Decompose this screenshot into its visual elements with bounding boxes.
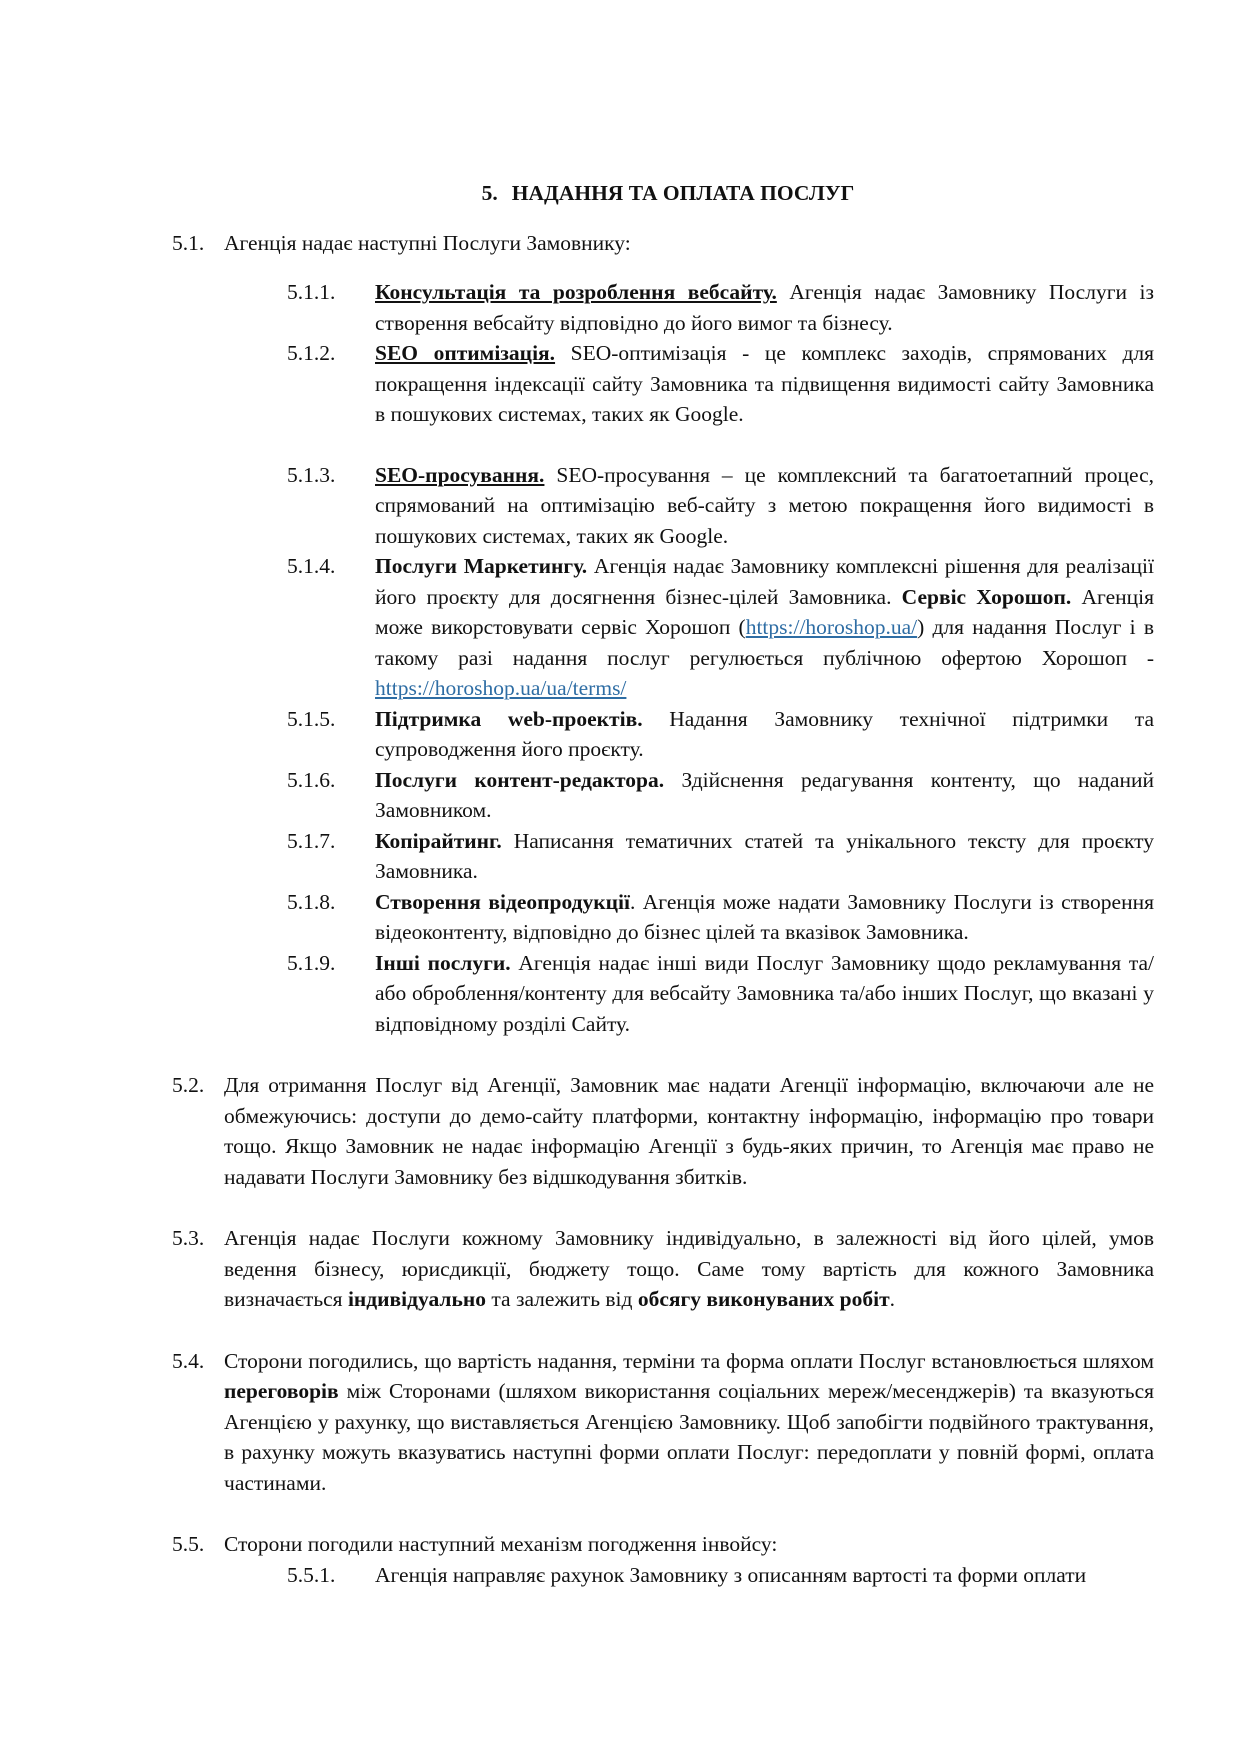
service-text: Надання Замовнику технічної підтримки та супроводження його проєкту.	[375, 706, 1154, 761]
subclause-body	[375, 551, 1154, 704]
subclause-number: 5.1.5.	[287, 706, 336, 731]
service-title: SEO оптимізація.	[375, 341, 556, 365]
subclause-number: 5.1.4.	[287, 554, 336, 578]
service-title: Копірайтинг.	[375, 828, 502, 853]
horoshop-link[interactable]: https://horoshop.ua/	[745, 615, 918, 639]
clause-5-5	[172, 1529, 1154, 1560]
clause-text: Агенція надає наступні Послуги Замовнику:	[224, 230, 631, 255]
subclause-5-1-2	[287, 338, 1154, 430]
service-title-horoshop: Сервіс Хорошоп.	[901, 584, 1072, 609]
clause-5-1	[172, 228, 1154, 259]
subclause-5-1-4	[287, 551, 1154, 704]
subclause-body	[375, 277, 1154, 338]
subclause-body	[375, 765, 1154, 826]
clause-5-2	[172, 1070, 1154, 1192]
clause-number: 5.1.	[172, 230, 205, 255]
clause-5-3	[172, 1223, 1154, 1315]
subclause-body	[375, 338, 1154, 430]
subclause-5-1-9	[287, 948, 1154, 1040]
service-title: Послуги контент-редактора.	[375, 767, 665, 792]
clause-text: Сторони погодили наступний механізм погодження інвойсу:	[224, 1532, 778, 1556]
service-text: SEO-просування – це комплексний та багатоетапний процес, спрямований на оптимізацію веб-сайту з метою покращення його видимості в пошукових системах, таких як Google.	[375, 462, 1154, 548]
horoshop-terms-link[interactable]: https://horoshop.ua/ua/terms/	[375, 676, 627, 700]
subclause-5-1-8	[287, 887, 1154, 948]
subclause-number: 5.5.1.	[287, 1562, 336, 1587]
subclause-body	[375, 826, 1154, 887]
subclause-5-1-1	[287, 277, 1154, 338]
service-text: Написання тематичних статей та унікального тексту для проєкту Замовника.	[375, 828, 1154, 883]
service-text: . Агенція може надати Замовнику Послуги із створення відеоконтенту, відповідно до бізнес цілей та вказівок Замовника.	[375, 889, 1154, 944]
clause-text: Для отримання Послуг від Агенції, Замовник має надати Агенції інформацію, включаючи але не обмежуючись: доступи до демо-сайту платформи, контактну інформацію, інформацію про товари тощо. Якщо Замовник не надає інформацію Агенції з будь-яких причин, то Агенція має право не надавати Послуги Замовнику без відшкодування збитків.	[224, 1073, 1154, 1189]
subclause-number: 5.1.9.	[287, 950, 336, 975]
section-heading	[172, 178, 1154, 209]
clause-text: .	[889, 1287, 896, 1311]
subclause-number: 5.1.7.	[287, 828, 336, 853]
service-text: SEO-оптимізація - це комплекс заходів, спрямованих для покращення індексації сайту Замовника та підвищення видимості сайту Замовника в пошукових системах, таких як Google.	[375, 341, 1155, 426]
subclause-body	[375, 948, 1154, 1040]
subclause-body	[375, 460, 1154, 552]
service-text: Агенція надає інші види Послуг Замовнику щодо рекламування та/або оброблення/контенту для вебсайту Замовника та/або інших Послуг, що вказані у відповідному розділі Сайту.	[375, 950, 1155, 1036]
subclause-body	[375, 887, 1154, 948]
clause-number: 5.2.	[172, 1073, 205, 1097]
clause-text: між Сторонами (шляхом використання соціальних мереж/месенджерів) та вказуються Агенцією у рахунку, що виставляється Агенцією Замовнику. Щоб запобігти подвійного трактування, в рахунку можуть вказуватись наступні форми оплати Послуг: передоплати у повній формі, оплата частинами.	[224, 1379, 1154, 1495]
clause-5-4	[172, 1346, 1154, 1499]
subclause-number: 5.1.1.	[287, 280, 336, 304]
clause-number: 5.4.	[172, 1348, 205, 1373]
subclause-5-5-1	[287, 1560, 1154, 1591]
service-title: Створення відеопродукції	[375, 889, 630, 914]
service-title: Консультація та розроблення вебсайту.	[375, 280, 777, 304]
subclause-number: 5.1.6.	[287, 767, 336, 792]
emphasis-negotiations: переговорів	[224, 1379, 339, 1403]
subclause-number: 5.1.3.	[287, 462, 336, 487]
service-title: SEO-просування.	[375, 462, 545, 487]
subclause-5-1-3	[287, 460, 1154, 552]
service-text: Агенція може викорстовувати сервіс Хорошоп (	[375, 584, 1154, 639]
subclause-5-1-7	[287, 826, 1154, 887]
clause-text: Сторони погодились, що вартість надання, терміни та форма оплати Послуг встановлюється шляхом	[224, 1348, 1154, 1373]
service-title: Інші послуги.	[375, 950, 511, 975]
service-title: Підтримка web-проектів.	[375, 706, 643, 731]
subclause-5-1-6	[287, 765, 1154, 826]
subclause-5-1-5	[287, 704, 1154, 765]
subclause-number: 5.1.2.	[287, 341, 336, 365]
clause-number: 5.3.	[172, 1226, 205, 1250]
clause-text: та залежить від	[486, 1287, 638, 1311]
service-title: Послуги Маркетингу.	[375, 554, 588, 578]
clause-body	[224, 1223, 1154, 1315]
clause-text: Агенція надає Послуги кожному Замовнику індивідуально, в залежності від його цілей, умов ведення бізнесу, юрисдикції, бюджету тощо. Саме тому вартість для кожного Замовника визначається	[224, 1226, 1154, 1311]
clause-body	[224, 1346, 1154, 1499]
section-title: НАДАННЯ ТА ОПЛАТА ПОСЛУГ	[511, 181, 855, 205]
clause-number: 5.5.	[172, 1532, 205, 1556]
subclause-body	[375, 704, 1154, 765]
service-text: Здійснення редагування контенту, що наданий Замовником.	[375, 767, 1154, 822]
section-number: 5.	[481, 181, 498, 205]
service-text: ) для надання Послуг і в такому разі надання послуг регулюється публічною офертою Хорошоп -	[375, 615, 1154, 670]
emphasis-individual: індивідуально	[347, 1287, 486, 1311]
service-text: Агенція надає Замовнику Послуги із створення вебсайту відповідно до його вимог та бізнесу.	[375, 280, 1155, 335]
subclause-number: 5.1.8.	[287, 889, 336, 914]
service-text: Агенція надає Замовнику комплексні рішення для реалізації його проєкту для досягнення бізнес-цілей Замовника.	[375, 554, 1155, 609]
emphasis-work-volume: обсягу виконуваних робіт	[637, 1287, 890, 1311]
subclause-text: Агенція направляє рахунок Замовнику з описанням вартості та форми оплати	[375, 1562, 1087, 1587]
